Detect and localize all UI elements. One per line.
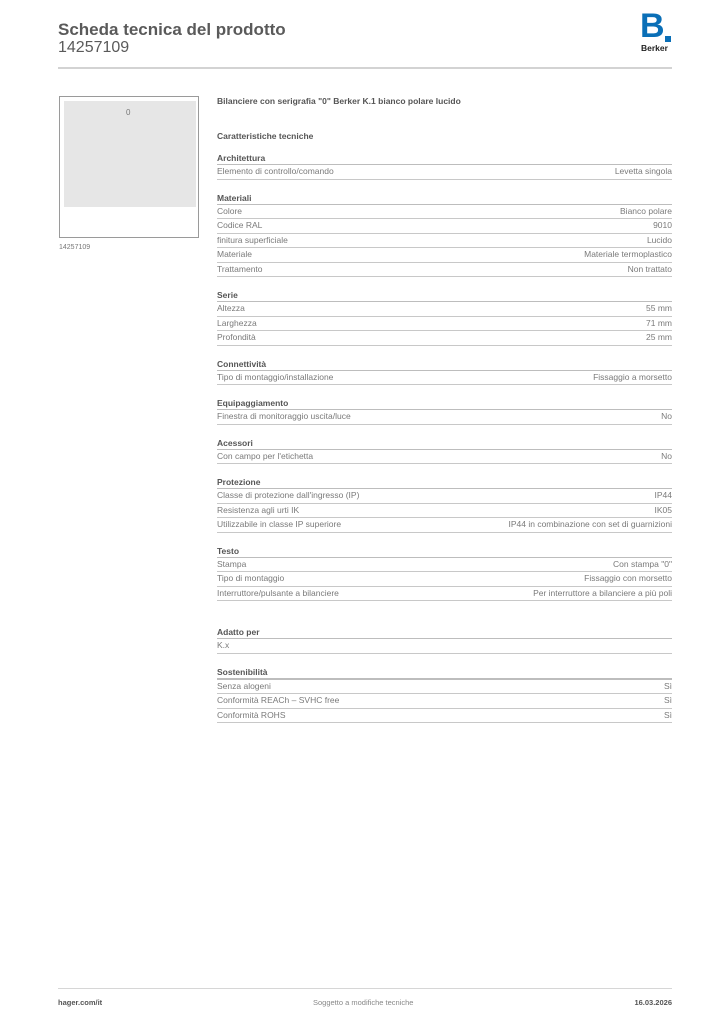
- spec-value: Levetta singola: [614, 166, 672, 176]
- spec-label: Larghezza: [217, 317, 257, 328]
- spec-row: [217, 680, 672, 695]
- spec-value: Sì: [663, 709, 672, 720]
- spec-label: Interruttore/pulsante a bilanciere: [217, 587, 339, 598]
- spec-label: Resistenza agli urti IK: [217, 504, 300, 515]
- section-heading: Serie: [217, 290, 672, 302]
- rocker-switch-image: [64, 101, 196, 207]
- spec-row: [217, 371, 672, 386]
- spec-row: [217, 410, 672, 425]
- section-heading: Testo: [217, 546, 672, 558]
- spec-label: Conformità REACh – SVHC free: [217, 695, 340, 705]
- footer-website-link[interactable]: hager.com/it: [58, 998, 103, 1007]
- spec-value: Sì: [663, 695, 672, 705]
- section-equipaggiamento: [217, 398, 672, 425]
- spec-value: IK05: [654, 504, 672, 515]
- product-image: [59, 96, 199, 238]
- spec-row: [217, 331, 672, 346]
- spec-label: Utilizzabile in classe IP superiore: [217, 519, 342, 529]
- section-architettura: [217, 153, 672, 180]
- spec-value: Bianco polare: [620, 205, 672, 216]
- product-title: Bilanciere con serigrafia "0" Berker K.1 bianco polare lucido: [217, 96, 461, 106]
- spec-label: K.x: [217, 640, 230, 650]
- header-title: Scheda tecnica del prodotto: [58, 20, 286, 39]
- spec-label: Tipo di montaggio: [217, 573, 285, 583]
- logo-dot: [665, 36, 671, 42]
- spec-value: Materiale termoplastico: [584, 249, 672, 259]
- spec-row: [217, 694, 672, 709]
- section-sostenibilita: [217, 667, 672, 724]
- section-testo: [217, 546, 672, 602]
- spec-value: No: [661, 450, 672, 461]
- spec-label: Tipo di montaggio/installazione: [217, 371, 334, 382]
- spec-value: 25 mm: [646, 332, 672, 342]
- footer-note: Soggetto a modifiche tecniche: [313, 998, 414, 1007]
- spec-label: Colore: [217, 205, 243, 216]
- section-heading: Protezione: [217, 477, 672, 489]
- spec-label: Senza alogeni: [217, 680, 271, 691]
- spec-row: [217, 234, 672, 249]
- spec-row: [217, 165, 672, 180]
- spec-label: Materiale: [217, 249, 252, 259]
- section-adatto-per: [217, 627, 672, 654]
- section-acessori: [217, 438, 672, 465]
- spec-value: Lucido: [646, 234, 672, 245]
- spec-row: [217, 639, 672, 654]
- footer-divider: [58, 988, 672, 989]
- section-materiali: [217, 193, 672, 278]
- spec-label: Classe di protezione dall'ingresso (IP): [217, 490, 360, 500]
- spec-row: [217, 219, 672, 234]
- spec-row: [217, 317, 672, 332]
- section-serie: [217, 290, 672, 346]
- section-heading: Acessori: [217, 438, 672, 450]
- spec-value: Non trattato: [627, 263, 672, 274]
- spec-row: [217, 572, 672, 587]
- spec-label: Elemento di controllo/comando: [217, 166, 334, 176]
- spec-row: [217, 450, 672, 465]
- spec-label: Altezza: [217, 303, 245, 313]
- spec-label: Con campo per l'etichetta: [217, 450, 314, 461]
- spec-row: [217, 248, 672, 263]
- section-heading: Equipaggiamento: [217, 398, 672, 410]
- section-protezione: [217, 477, 672, 533]
- rocker-print-mark: 0: [126, 108, 131, 117]
- spec-value: Per interruttore a bilanciere a più poli: [533, 587, 672, 598]
- spec-label: Stampa: [217, 558, 247, 569]
- spec-label: Profondità: [217, 332, 256, 342]
- spec-content: [217, 96, 672, 723]
- spec-value: Fissaggio con morsetto: [584, 573, 672, 583]
- spec-value: 55 mm: [646, 303, 672, 313]
- spec-row: [217, 518, 672, 533]
- image-caption: 14257109: [59, 244, 91, 251]
- spec-label: finitura superficiale: [217, 234, 288, 245]
- footer-date: 16.03.2026: [634, 998, 672, 1007]
- spec-value: IP44 in combinazione con set di guarnizioni: [508, 519, 672, 529]
- spec-label: Finestra di monitoraggio uscita/luce: [217, 411, 351, 421]
- spec-value: Fissaggio a morsetto: [593, 371, 672, 382]
- logo-brand-text: Berker: [641, 43, 668, 53]
- spec-row: [217, 263, 672, 278]
- spec-value: No: [661, 411, 672, 421]
- spec-label: Trattamento: [217, 263, 263, 274]
- spec-row: [217, 302, 672, 317]
- section-connettivita: [217, 359, 672, 386]
- spec-value: 9010: [653, 220, 672, 230]
- section-heading: Sostenibilità: [217, 667, 672, 680]
- spec-value: Con stampa "0": [613, 558, 672, 569]
- tech-section-title: Caratteristiche tecniche: [217, 131, 314, 141]
- logo-mark-icon: B: [640, 7, 665, 45]
- product-code: 14257109: [58, 39, 130, 56]
- spec-row: [217, 205, 672, 220]
- spec-label: Codice RAL: [217, 220, 263, 230]
- spec-row: [217, 709, 672, 724]
- berker-logo: [640, 7, 676, 55]
- spec-row: [217, 489, 672, 504]
- spec-label: Conformità ROHS: [217, 709, 286, 720]
- spec-row: [217, 558, 672, 573]
- section-heading: Architettura: [217, 153, 672, 165]
- header-divider: [58, 67, 672, 69]
- spec-row: [217, 587, 672, 602]
- spec-value: 71 mm: [646, 317, 672, 328]
- spec-row: [217, 504, 672, 519]
- spec-value: IP44: [654, 490, 672, 500]
- section-heading: Materiali: [217, 193, 672, 205]
- section-heading: Adatto per: [217, 627, 672, 639]
- section-heading: Connettività: [217, 359, 672, 371]
- spec-value: Sì: [663, 680, 672, 691]
